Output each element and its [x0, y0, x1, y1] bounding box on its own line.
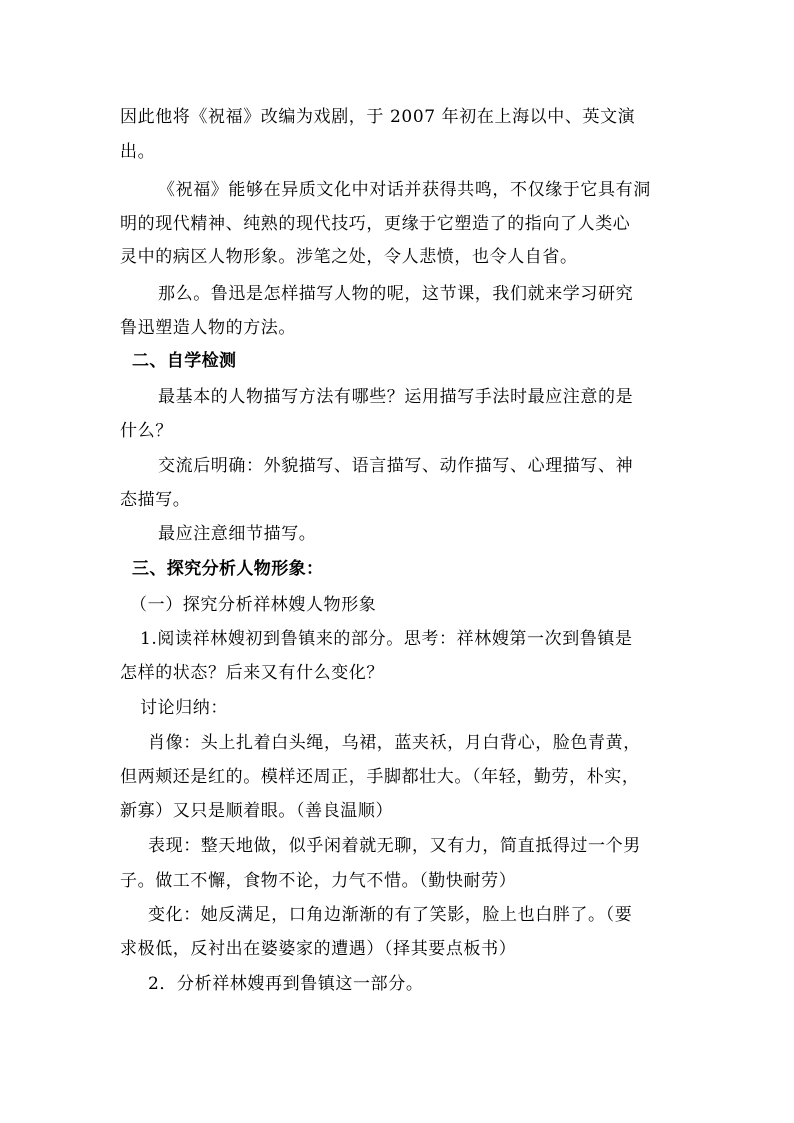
subsection-heading: （一）探究分析祥林嫂人物形象	[130, 595, 377, 615]
paragraph-line: 因此他将《祝福》改编为戏剧，于 2007 年初在上海以中、英文演	[120, 107, 636, 127]
paragraph-line: 怎样的状态？后来又有什么变化？	[120, 663, 384, 683]
paragraph-line: 最基本的人物描写方法有哪些？运用描写手法时最应注意的是	[158, 387, 634, 407]
paragraph-line: 交流后明确：外貌描写、语言描写、动作描写、心理描写、神	[158, 456, 634, 476]
paragraph-line: 但两颊还是红的。模样还周正，手脚都壮大。（年轻，勤劳，朴实，	[120, 767, 640, 787]
paragraph-line: 表现：整天地做，似乎闲着就无聊，又有力，简直抵得过一个男	[148, 836, 641, 856]
paragraph-line: 那么。鲁迅是怎样描写人物的呢，这节课，我们就来学习研究	[158, 284, 634, 304]
paragraph-line: 鲁迅塑造人物的方法。	[120, 318, 296, 338]
paragraph-line: 1.阅读祥林嫂初到鲁镇来的部分。思考：祥林嫂第一次到鲁镇是	[140, 629, 633, 649]
paragraph-line: 最应注意细节描写。	[158, 524, 317, 544]
paragraph-line: 灵中的病区人物形象。涉笔之处，令人悲愤，也令人自省。	[120, 247, 578, 267]
paragraph-line: 态描写。	[120, 490, 191, 510]
paragraph-line: 2．分析祥林嫂再到鲁镇这一部分。	[148, 974, 424, 994]
section-heading-character-analysis: 三、探究分析人物形象：	[132, 559, 324, 579]
paragraph-line: 变化：她反满足，口角边渐渐的有了笑影，脸上也白胖了。（要	[148, 905, 633, 925]
paragraph-line: 子。做工不懈，食物不论，力气不惜。（勤快耐劳）	[120, 871, 517, 891]
paragraph-line: 什么？	[120, 421, 173, 441]
section-heading-self-test: 二、自学检测	[132, 351, 237, 371]
paragraph-line: 求极低，反衬出在婆婆家的遭遇）（择其要点板书）	[120, 939, 517, 959]
paragraph-line: 讨论归纳：	[140, 698, 228, 718]
paragraph-line: 《祝福》能够在异质文化中对话并获得共鸣，不仅缘于它具有洞	[158, 180, 651, 200]
paragraph-line: 明的现代精神、纯熟的现代技巧，更缘于它塑造了的指向了人类心	[120, 214, 631, 234]
paragraph-line: 出。	[120, 142, 156, 162]
paragraph-line: 新寡）又只是顺着眼。（善良温顺）	[120, 801, 394, 821]
paragraph-line: 肖像：头上扎着白头绳，乌裙，蓝夹袄，月白背心，脸色青黄，	[148, 733, 641, 753]
